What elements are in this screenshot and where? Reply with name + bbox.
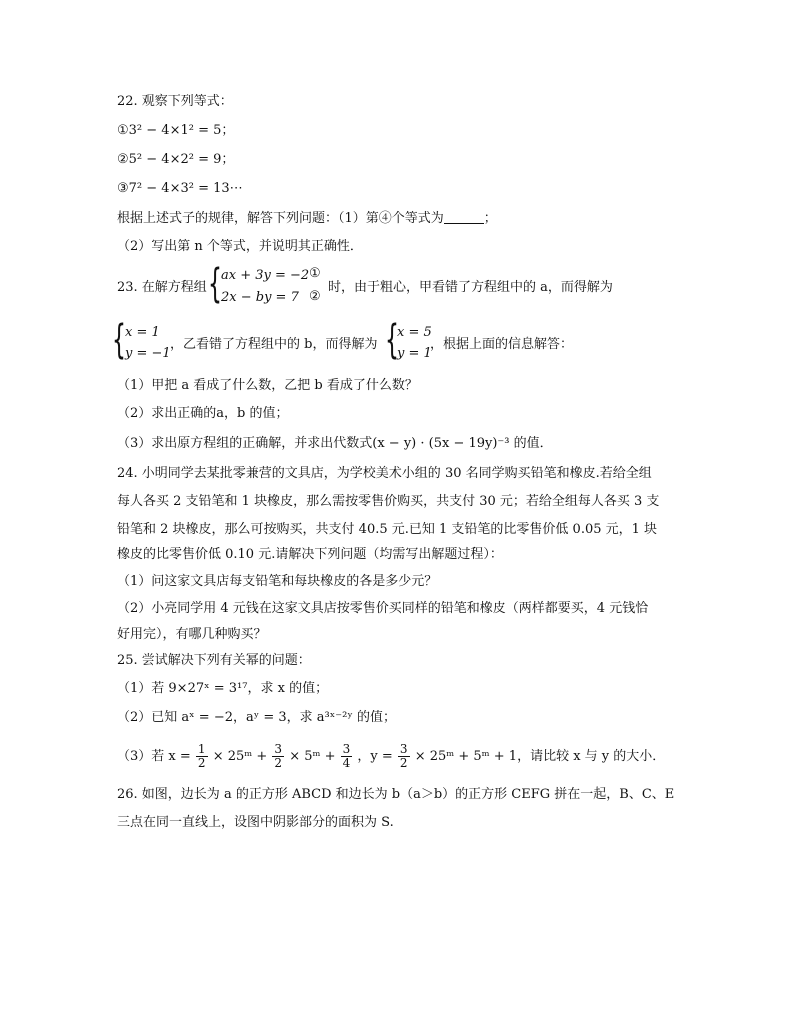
q23-intro: 23. 在解方程组 — [117, 280, 207, 295]
q25-part-3 — [117, 743, 665, 771]
q22-task-2: （2）写出第 n 个等式，并说明其正确性． — [117, 239, 363, 254]
q24-line-2: 每人各买 2 支铅笔和 1 块橡皮，那么需按零售价购买，共支付 30 元；若给全组每人各买 3 支 — [117, 494, 660, 509]
circled-one: ① — [309, 266, 321, 281]
fraction-denominator: 4 — [342, 756, 351, 770]
q22-task-1 — [117, 211, 497, 227]
q23-system-row-2: 2x − by = 7 — [221, 290, 299, 305]
q25-part-3-d: ，y = — [357, 749, 393, 764]
fraction-numerator: 3 — [274, 742, 283, 756]
q22-task-1-text: 根据上述式子的规律，解答下列问题：（1）第④个等式为 — [117, 211, 444, 226]
q24-line-3: 铅笔和 2 块橡皮，那么可按购买，共支付 40.5 元.已知 1 支铅笔的比零售价低 0.05 元，1 块 — [117, 522, 658, 537]
fraction-numerator: 1 — [197, 742, 206, 756]
fraction — [196, 743, 208, 770]
circled-two: ② — [309, 289, 321, 304]
left-brace: { — [208, 261, 222, 307]
q22-equation-3: ③7² − 4×3² = 13⋯ — [117, 181, 243, 196]
q23-solution-2-row-1: x = 5 — [397, 325, 432, 340]
q24-part-1: （1）问这家文具店每支铅笔和每块橡皮的各是多少元？ — [117, 574, 438, 589]
fraction-numerator: 3 — [342, 742, 351, 756]
q26-line-2: 三点在同一直线上，设图中阴影部分的面积为 S. — [117, 815, 394, 830]
q26-line-1: 26. 如图，边长为 a 的正方形 ABCD 和边长为 b（a＞b）的正方形 CEFG 拼在一起，B、C、E — [117, 787, 675, 802]
fraction — [341, 743, 353, 770]
q22-task-1-end: ； — [483, 211, 497, 226]
q23-system-row-1: ax + 3y = −2 — [221, 268, 310, 283]
fraction-denominator: 2 — [274, 756, 283, 770]
fraction-numerator: 3 — [399, 742, 408, 756]
q24-part-2-line-2: 好用完），有哪几种购买？ — [117, 627, 267, 642]
fraction — [272, 743, 284, 770]
q25-part-2: （2）已知 aˣ = −2，aʸ = 3，求 a³ˣ⁻²ʸ 的值； — [117, 710, 396, 725]
q23-solution-1-row-1: x = 1 — [125, 325, 160, 340]
answer-blank — [444, 211, 484, 224]
fraction-denominator: 2 — [197, 756, 206, 770]
fraction — [398, 743, 410, 770]
q24-line-1: 24. 小明同学去某批零兼营的文具店，为学校美术小组的 30 名同学购买铅笔和橡皮.若给全组 — [117, 466, 652, 481]
q23-mid-text: ，乙看错了方程组中的 b，而得解为 — [170, 337, 378, 352]
q23-part-3: （3）求出原方程组的正确解，并求出代数式(x − y) · (5x − 19y)⁻³ 的值． — [117, 436, 553, 451]
q23-part-2: （2）求出正确的a，b 的值； — [117, 406, 289, 421]
q25-part-1: （1）若 9×27ˣ = 3¹⁷，求 x 的值； — [117, 681, 329, 696]
q23-intro-cont: 时，由于粗心，甲看错了方程组中的 a，而得解为 — [328, 280, 613, 295]
q22-equation-2: ②5² − 4×2² = 9； — [117, 152, 235, 167]
q25-title: 25. 尝试解决下列有关幂的问题： — [117, 653, 311, 668]
q22-equation-1: ①3² − 4×1² = 5； — [117, 123, 235, 138]
q25-part-3-a: （3）若 x = — [117, 749, 191, 764]
left-brace: { — [112, 317, 126, 363]
q23-part-1: （1）甲把 a 看成了什么数，乙把 b 看成了什么数？ — [117, 378, 418, 393]
q24-part-2-line-1: （2）小亮同学用 4 元钱在这家文具店按零售价买同样的铅笔和橡皮（两样都要买，4 元钱恰 — [117, 601, 649, 616]
q25-part-3-e: × 25ᵐ + 5ᵐ + 1，请比较 x 与 y 的大小． — [414, 749, 666, 764]
fraction-denominator: 2 — [399, 756, 408, 770]
left-brace: { — [385, 317, 399, 363]
q25-part-3-b: × 25ᵐ + — [212, 749, 268, 764]
q23-solution-2-row-2: y = 1 — [397, 346, 432, 361]
q22-title: 22. 观察下列等式： — [117, 94, 233, 109]
q23-end-text: ，根据上面的信息解答： — [430, 337, 574, 352]
q23-solution-1-row-2: y = −1 — [125, 346, 171, 361]
q25-part-3-c: × 5ᵐ + — [289, 749, 336, 764]
q24-line-4: 橡皮的比零售价低 0.10 元.请解决下列问题（均需写出解题过程）： — [117, 547, 503, 562]
